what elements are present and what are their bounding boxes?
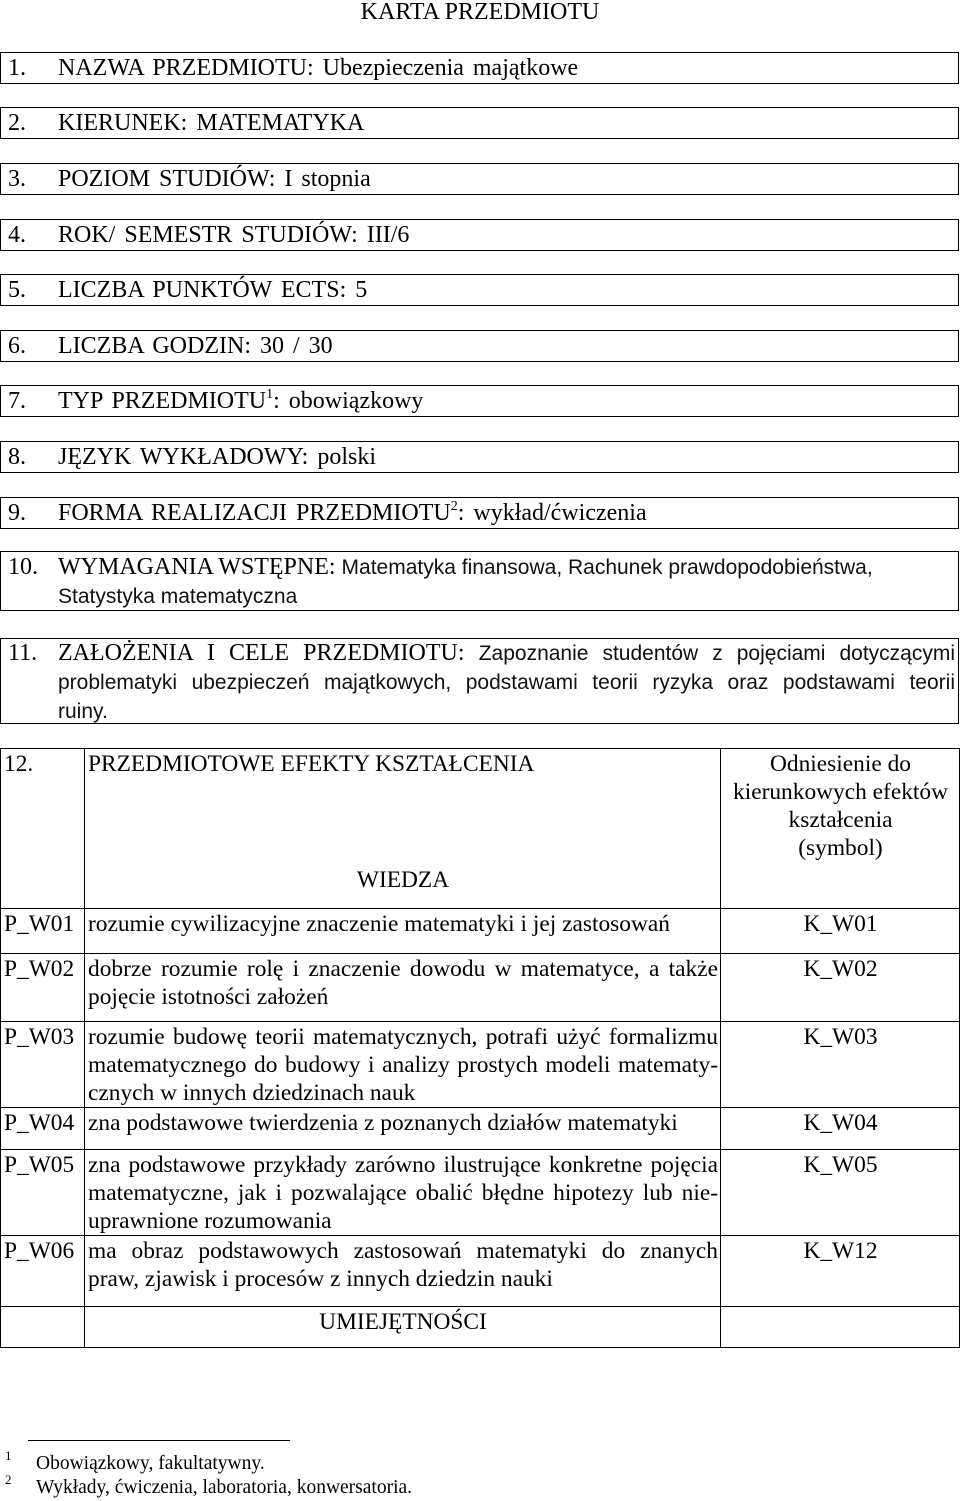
description-line: cznych w innych dziedzinach nauk [88,1080,416,1106]
description-line: pojęcie istotności założeń [88,984,329,1010]
item-study-level [0,163,959,195]
text-line [58,697,955,726]
item-course-type [0,385,959,417]
item-text: POZIOM STUDIÓW: I stopnia [58,166,371,192]
footnote-mark: 1 [5,1448,12,1463]
outcome-code: P_W03 [1,1022,85,1108]
outcome-reference: K_W05 [721,1150,960,1236]
item-number: 4. [8,222,26,248]
outcome-description [85,1150,721,1236]
outcome-reference: K_W01 [721,909,960,954]
item-number: 10. [8,554,38,580]
item-label: ZAŁOŻENIA I CELE PRZEDMIOTU: [58,640,465,666]
item-text [58,498,647,528]
category-heading: WIEDZA [356,867,450,893]
outcome-code: P_W04 [1,1108,85,1150]
category-heading: UMIEJĘTNOŚCI [85,1307,721,1348]
section-number: 12. [1,749,85,909]
outcomes-header-row [1,749,960,909]
reference-header-line: kształcenia [788,807,893,833]
text-line [58,639,955,668]
reference-header-line: (symbol) [798,835,883,861]
footnote-reference: 2 [450,499,458,514]
outcome-description [85,954,721,1022]
item-number: 1. [8,55,26,81]
footnote-reference: 1 [266,387,274,402]
item-ects-points [0,274,959,306]
item-language [0,441,959,473]
learning-outcomes-table [0,748,960,1348]
outcome-description [85,1236,721,1307]
outcome-code: P_W02 [1,954,85,1022]
item-text: LICZBA PUNKTÓW ECTS: 5 [58,277,368,303]
item-prerequisites [0,551,959,611]
item-course-name [0,52,959,84]
description-line: matematyczne, jak i pozwalające obalić błędne hipotezy lub nie- [88,1180,718,1206]
item-text: KIERUNEK: MATEMATYKA [58,110,365,136]
item-value: problematyki ubezpieczeń majątkowych, podstawami teorii ryzyka oraz podstawami teorii [58,671,955,694]
description-line: rozumie budowę teorii matematycznych, potrafi użyć formalizmu [88,1024,718,1050]
item-number: 5. [8,277,26,303]
reference-header-line: Odniesienie do [770,751,911,777]
outcome-reference: K_W02 [721,954,960,1022]
outcome-row [1,909,960,954]
item-label: TYP PRZEDMIOTU [58,388,267,414]
item-number: 2. [8,110,26,136]
section-heading: PRZEDMIOTOWE EFEKTY KSZTAŁCENIA [88,751,535,777]
item-year-semester [0,219,959,251]
item-value: : wykład/ćwiczenia [457,500,647,526]
section-heading-cell [85,749,721,909]
item-objectives [0,638,959,724]
footnote-text: Obowiązkowy, fakultatywny. [36,1453,265,1474]
outcome-code: P_W05 [1,1150,85,1236]
outcome-row [1,1236,960,1307]
item-text [58,639,955,726]
outcome-reference: K_W03 [721,1022,960,1108]
description-line: ma obraz podstawowych zastosowań matematyki do znanych [88,1238,718,1264]
description-line: praw, zjawisk i procesów z innych dziedzin nauki [88,1266,553,1292]
item-value: Zapoznanie studentów z pojęciami dotyczącymi [478,642,955,665]
item-label: WYMAGANIA WSTĘPNE: [58,554,336,580]
outcome-reference: K_W12 [721,1236,960,1307]
reference-column-header [721,749,960,909]
empty-cell [721,1307,960,1348]
outcome-reference: K_W04 [721,1108,960,1150]
outcome-code: P_W06 [1,1236,85,1307]
item-field-of-study [0,107,959,139]
item-text: LICZBA GODZIN: 30 / 30 [58,333,333,359]
item-text [58,386,423,416]
item-value: Statystyka matematyczna [58,585,298,608]
description-line: zna podstawowe przykłady zarówno ilustrujące konkretne pojęcia [88,1152,718,1178]
outcome-description [85,1022,721,1108]
page-title: KARTA PRZEDMIOTU [360,0,600,25]
outcome-row [1,1108,960,1150]
item-text: NAZWA PRZEDMIOTU: Ubezpieczenia majątkowe [58,55,579,81]
description-line: dobrze rozumie rolę i znaczenie dowodu w matematyce, a także [88,956,718,982]
text-line [58,553,955,582]
item-number: 8. [8,444,26,470]
category-row [1,1307,960,1348]
item-value: Matematyka finansowa, Rachunek prawdopodobieństwa, [341,556,873,579]
item-number: 3. [8,166,26,192]
footnote-text: Wykłady, ćwiczenia, laboratoria, konwersatoria. [36,1477,413,1498]
item-number: 6. [8,333,26,359]
item-number: 7. [8,388,26,414]
description-line: matematycznego do budowy i analizy prostych modeli matematy- [88,1052,718,1078]
item-text: ROK/ SEMESTR STUDIÓW: III/6 [58,222,410,248]
reference-header-line: kierunkowych efektów [733,779,948,805]
outcome-row [1,954,960,1022]
footnote-separator [28,1440,290,1441]
outcome-row [1,1150,960,1236]
item-text: JĘZYK WYKŁADOWY: polski [58,444,376,470]
empty-cell [1,1307,85,1348]
description-line: uprawnione rozumowania [88,1208,332,1234]
text-line [58,582,955,611]
outcome-description [85,1108,721,1150]
description-line: zna podstawowe twierdzenia z poznanych działów matematyki [88,1110,678,1136]
footnote-mark: 2 [5,1472,12,1487]
item-number: 9. [8,500,26,526]
item-value: ruiny. [58,700,108,723]
item-delivery-form [0,497,959,529]
description-line: rozumie cywilizacyjne znaczenie matematyki i jej zastosowań [88,911,670,937]
item-label: FORMA REALIZACJI PRZEDMIOTU [58,500,451,526]
item-text [58,553,955,611]
text-line [58,668,955,697]
outcome-code: P_W01 [1,909,85,954]
item-hours [0,330,959,362]
item-value: : obowiązkowy [273,388,424,414]
item-number: 11. [8,640,38,666]
outcome-row [1,1022,960,1108]
outcome-description [85,909,721,954]
